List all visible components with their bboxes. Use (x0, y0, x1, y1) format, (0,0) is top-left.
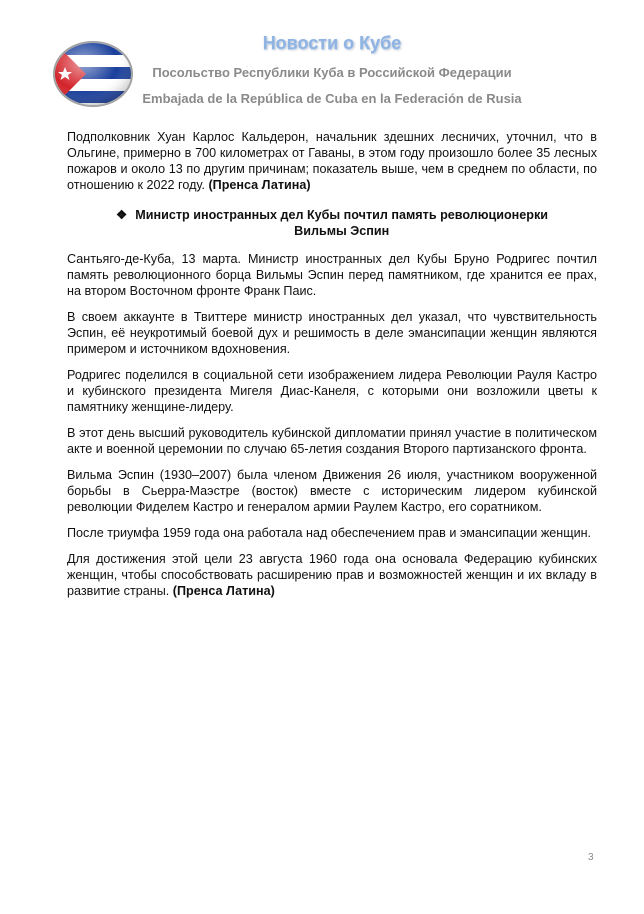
article-paragraph: Вильма Эспин (1930–2007) была членом Движения 26 июля, участником вооруженной борьбы в Сьерра-Маэстре (восток) вместе с историческим лидером кубинской революции Фиделем Кастро и генералом армии Раулем Кастро, его соратником. (67, 468, 597, 514)
article-paragraph: Сантьяго-де-Куба, 13 марта. Министр иностранных дел Кубы Бруно Родригес почтил память революционного борца Вильмы Эспин перед памятником, где хранится ее прах, на втором Восточном фронте Франк Паис. (67, 252, 597, 298)
headline-line-1: Министр иностранных дел Кубы почтил память революционерки (135, 208, 548, 222)
intro-source: (Пренса Латина) (208, 178, 311, 192)
intro-paragraph (67, 129, 597, 193)
diamond-bullet-icon: ❖ (116, 208, 128, 222)
page-number: 3 (588, 852, 594, 863)
article-paragraph: Родригес поделился в социальной сети изображением лидера Революции Рауля Кастро и кубинского президента Мигеля Диас-Канеля, с которыми они возложили цветы к памятнику женщине-лидеру. (67, 368, 597, 414)
article-source: (Пренса Латина) (172, 584, 275, 598)
article-paragraph: После триумфа 1959 года она работала над обеспечением прав и эмансипации женщин. (67, 526, 592, 540)
article-paragraph-last (67, 551, 597, 599)
embassy-name-ru: Посольство Республики Куба в Российской Федерации (152, 65, 512, 80)
article-headline (67, 207, 597, 239)
headline-line-2: Вильмы Эспин (294, 224, 390, 238)
article-paragraph: В этот день высший руководитель кубинской дипломатии принял участие в политическом акте и военной церемонии по случаю 65-летия создания Второго партизанского фронта. (67, 426, 597, 456)
last-paragraph-text: Для достижения этой цели 23 августа 1960 года она основала Федерацию кубинских женщин, чтобы способствовать расширению прав и возможностей женщин и их вкладу в развитие страны. (67, 552, 597, 598)
embassy-name-es: Embajada de la República de Cuba en la Federación de Rusia (142, 91, 522, 106)
page-content (67, 129, 597, 609)
page-header (0, 0, 644, 120)
intro-text: Подполковник Хуан Карлос Кальдерон, начальник здешних лесничих, уточнил, что в Ольгине, примерно в 700 километрах от Гаваны, в этом году произошло более 35 лесных пожаров и около 13 по другим причинам; показатель выше, чем в среднем по области, по отношению к 2022 году. (67, 130, 597, 192)
article-paragraph: В своем аккаунте в Твиттере министр иностранных дел указал, что чувствительность Эспин, её неукротимый боевой дух и решимость в деле эмансипации женщин являются примером и источником вдохновения. (67, 310, 597, 356)
newsletter-title: Новости о Кубе (262, 33, 402, 53)
